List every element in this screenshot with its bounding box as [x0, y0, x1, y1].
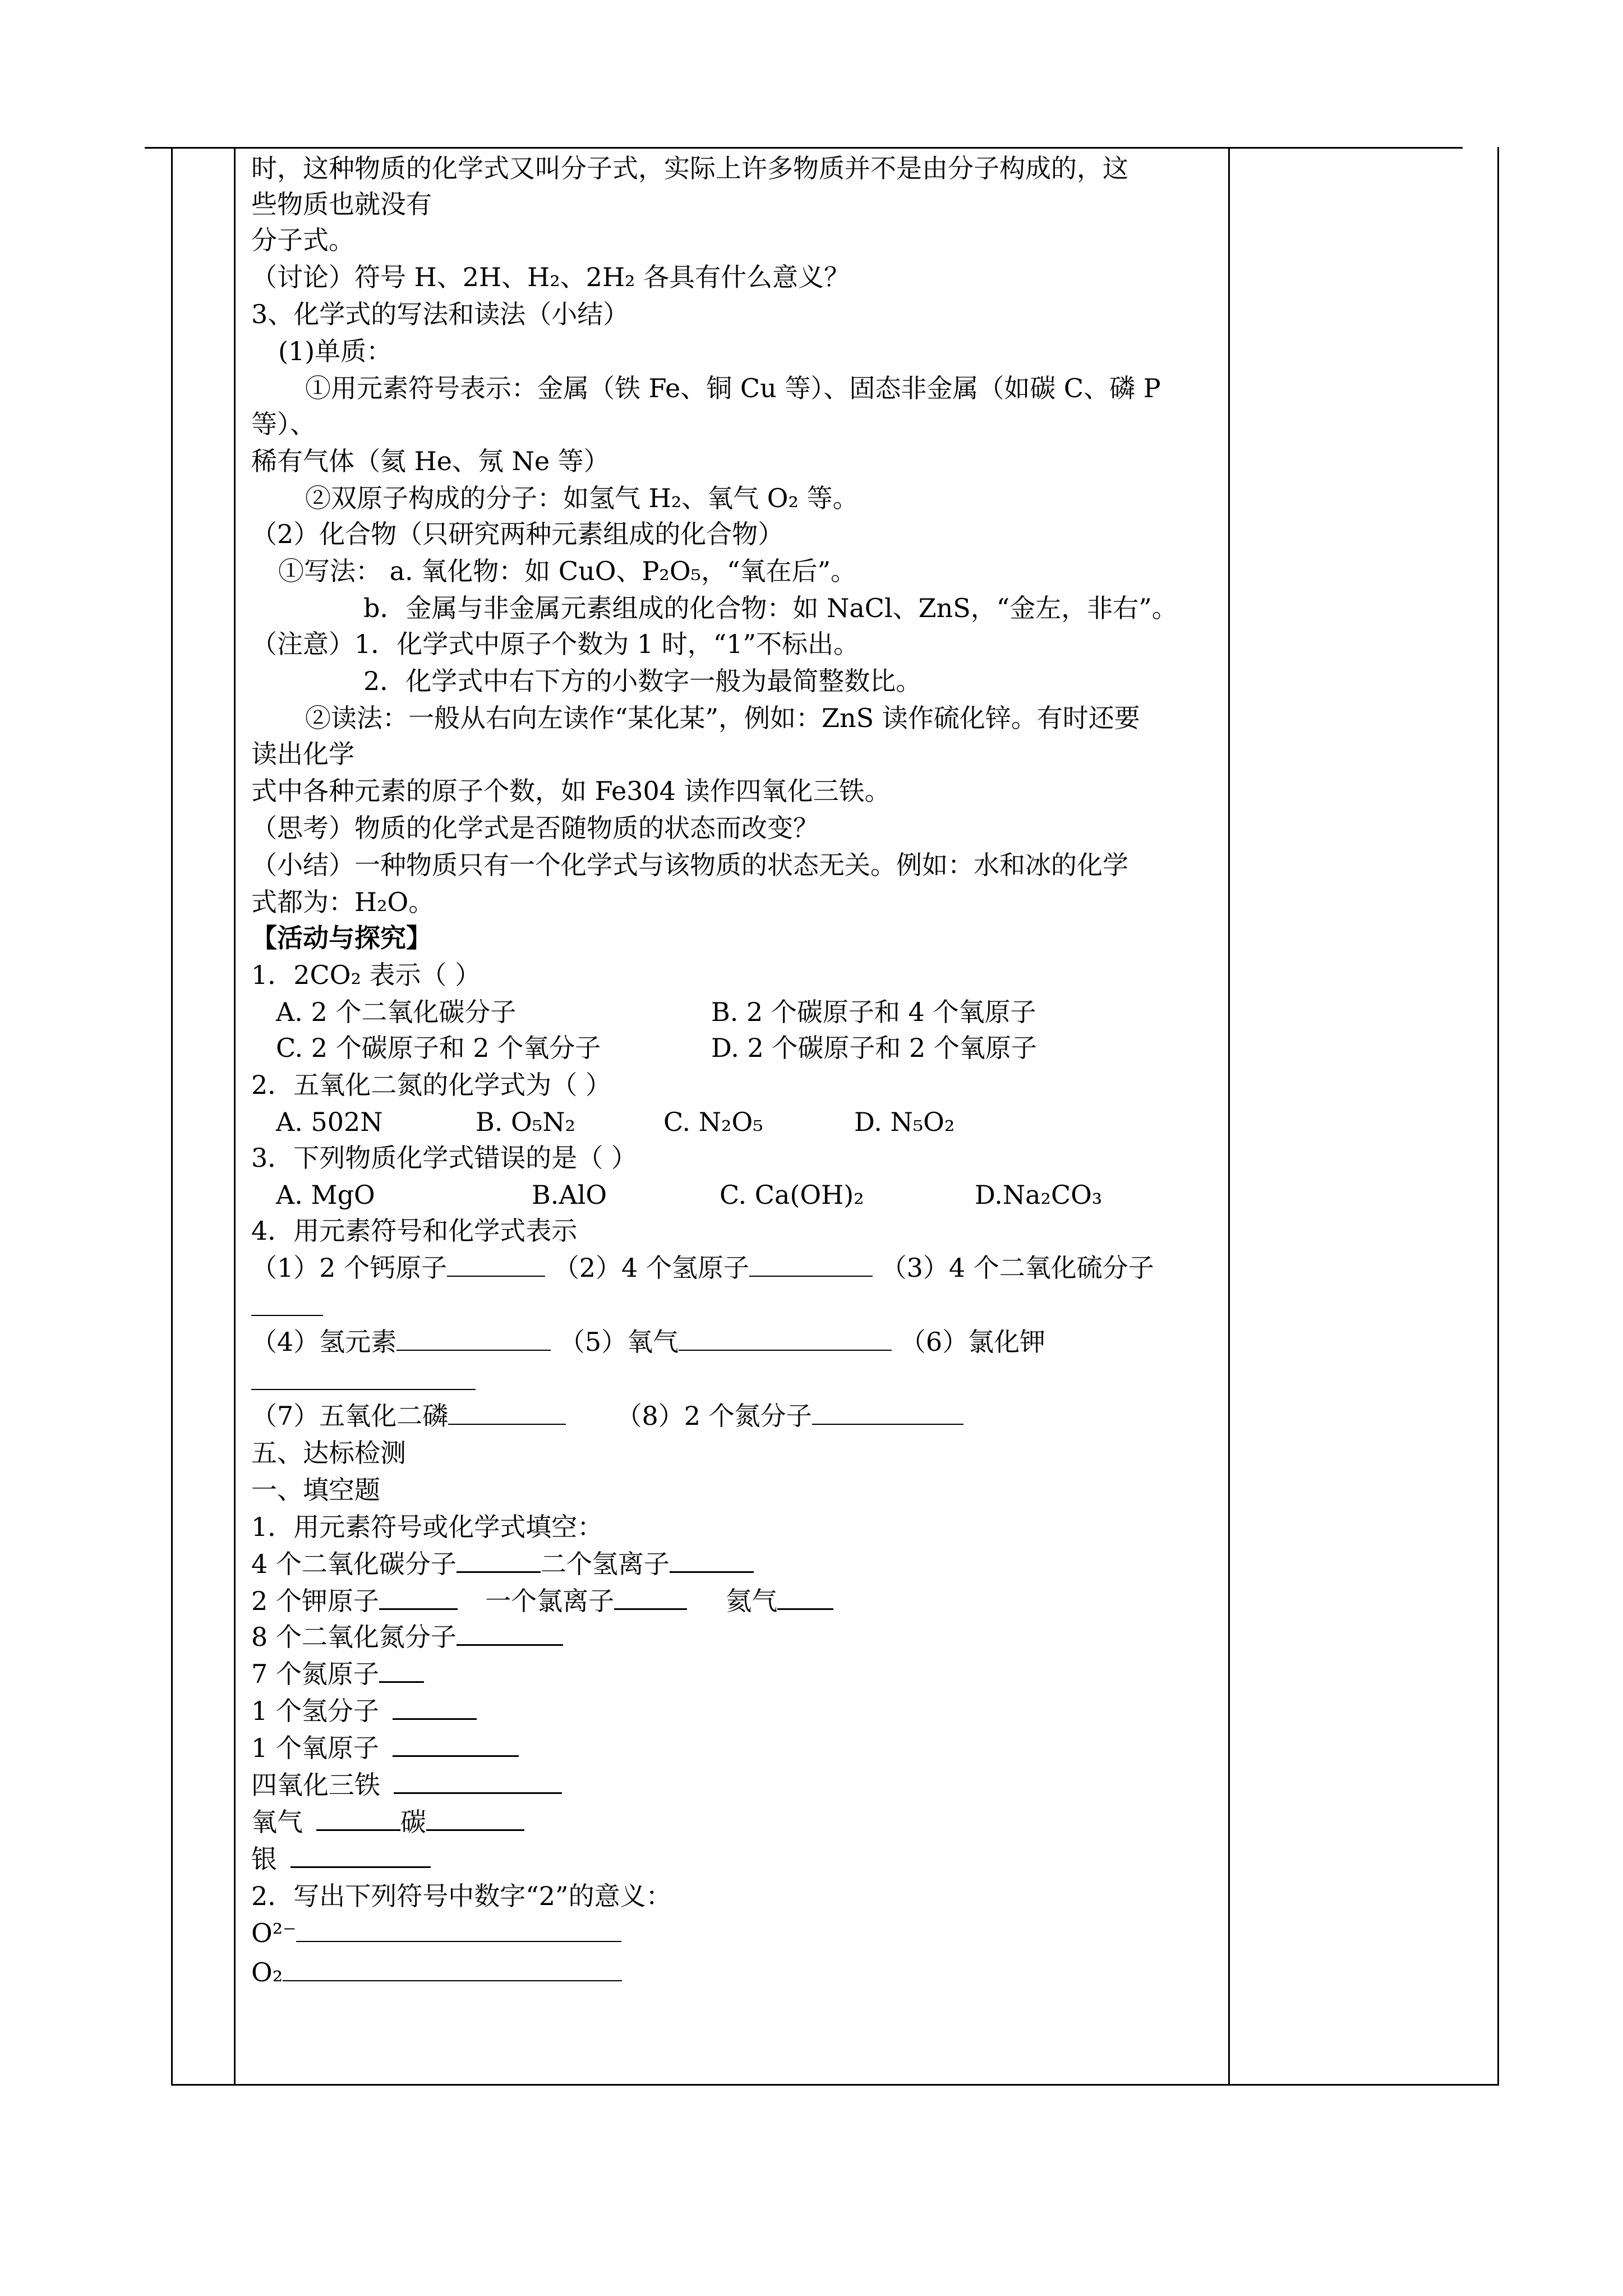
text-line: 分子式。 [251, 225, 354, 255]
q3-option-b: B.AlO [532, 1180, 607, 1210]
thinking-line: （思考）物质的化学式是否随物质的状态而改变？ [251, 813, 819, 843]
answer-blank[interactable] [777, 1586, 833, 1610]
answer-blank[interactable] [679, 1327, 892, 1351]
text-line: ②双原子构成的分子：如氢气 H₂、氧气 O₂ 等。 [305, 483, 859, 513]
fill-item: 二个氢离子 [540, 1549, 670, 1579]
discussion-line: （讨论）符号 H、2H、H₂、2H₂ 各具有什么意义？ [251, 262, 850, 292]
fill-row [251, 1732, 519, 1764]
q4-row-3 [251, 1400, 963, 1432]
fill-item: 1 个氧原子 [251, 1733, 379, 1763]
answer-blank[interactable] [749, 1253, 873, 1277]
answer-blank[interactable] [448, 1401, 566, 1425]
fill-row [251, 1769, 562, 1801]
summary-line: （小结）一种物质只有一个化学式与该物质的状态无关。例如：水和冰的化学 [251, 850, 1128, 880]
text-line: 些物质也就没有 [251, 189, 432, 219]
section-heading: 3、化学式的写法和读法（小结） [251, 299, 629, 329]
answer-blank[interactable] [447, 1253, 545, 1277]
fill-row [251, 1548, 754, 1580]
q2-option-d: D. N₅O₂ [854, 1107, 955, 1137]
note-line: （注意）1．化学式中原子个数为 1 时，“1”不标出。 [251, 629, 860, 659]
text-line: (1)单质： [278, 336, 393, 366]
symbol: O²⁻ [251, 1918, 297, 1948]
q1-option-a: A. 2 个二氧化碳分子 [276, 997, 517, 1027]
fill-row [251, 1658, 424, 1690]
answer-blank[interactable] [457, 1549, 541, 1573]
fill-row [251, 1621, 563, 1653]
q4-row-1-cont [251, 1291, 323, 1323]
fill-item: 一个氯离子 [485, 1586, 615, 1616]
q4-item-8: （8）2 个氮分子 [616, 1401, 812, 1431]
answer-blank[interactable] [251, 1292, 323, 1316]
answer-blank[interactable] [394, 1770, 562, 1794]
table-border-left [171, 147, 173, 2085]
question-line: 2．写出下列符号中数字“2”的意义： [251, 1881, 672, 1911]
answer-blank[interactable] [296, 1918, 621, 1942]
fill-item: 4 个二氧化碳分子 [251, 1549, 457, 1579]
q4-item-7: （7）五氧化二磷 [251, 1401, 449, 1431]
answer-blank[interactable] [670, 1549, 754, 1573]
question-2: 2．五氧化二氮的化学式为（ ） [251, 1070, 611, 1100]
question-line: 1．用元素符号或化学式填空： [251, 1512, 603, 1542]
q4-item-6: （6）氯化钾 [900, 1327, 1046, 1357]
fill-row [251, 1806, 524, 1838]
table-bottom-border [171, 2084, 1499, 2086]
q2-option-c: C. N₂O₅ [663, 1107, 763, 1137]
fill-row [251, 1585, 833, 1617]
q4-item-4: （4）氢元素 [251, 1327, 397, 1357]
answer-blank[interactable] [614, 1586, 687, 1610]
summary-line: 式都为：H₂O。 [251, 887, 435, 917]
q4-item-3: （3）4 个二氧化硫分子 [880, 1253, 1154, 1283]
text-line: （2）化合物（只研究两种元素组成的化合物） [251, 519, 784, 549]
question-4: 4．用元素符号和化学式表示 [251, 1216, 578, 1246]
text-line: b．金属与非金属元素组成的化合物：如 NaCl、ZnS，“金左，非右”。 [363, 593, 1178, 623]
q3-option-c: C. Ca(OH)₂ [720, 1180, 864, 1210]
q1-option-d: D. 2 个碳原子和 2 个氧原子 [711, 1033, 1037, 1063]
text-line: ①写法： a. 氧化物：如 CuO、P₂O₅，“氧在后”。 [278, 556, 857, 586]
fill-item: 2 个钾原子 [251, 1586, 379, 1616]
text-line: 读出化学 [251, 739, 354, 769]
answer-blank[interactable] [396, 1327, 551, 1351]
section-heading: 五、达标检测 [251, 1438, 406, 1468]
answer-blank[interactable] [291, 1844, 431, 1868]
q1-option-b: B. 2 个碳原子和 4 个氧原子 [711, 997, 1036, 1027]
text-line: 时，这种物质的化学式又叫分子式，实际上许多物质并不是由分子构成的，这 [251, 153, 1128, 183]
question-3: 3．下列物质化学式错误的是（ ） [251, 1143, 637, 1173]
answer-blank[interactable] [393, 1733, 519, 1757]
fill-row [251, 1843, 431, 1875]
q3-option-a: A. MgO [276, 1180, 375, 1210]
fill-item: 7 个氮原子 [251, 1659, 379, 1689]
text-line: 式中各种元素的原子个数，如 Fe304 读作四氧化三铁。 [251, 776, 891, 806]
text-line: 等）、 [251, 409, 316, 439]
q4-row-2-cont [251, 1365, 476, 1397]
fill-row [251, 1695, 477, 1727]
q1-option-c: C. 2 个碳原子和 2 个氧分子 [276, 1033, 601, 1063]
fill-item: 银 [251, 1844, 277, 1874]
q4-row-1 [251, 1252, 1154, 1283]
answer-blank[interactable] [379, 1659, 424, 1683]
table-divider-1 [234, 147, 236, 2085]
table-border-right [1497, 147, 1499, 2085]
fill-row [251, 1957, 622, 1988]
fill-item: 碳 [400, 1807, 426, 1837]
q4-row-2 [251, 1326, 1045, 1358]
answer-blank[interactable] [251, 1366, 476, 1390]
fill-item: 四氧化三铁 [251, 1770, 380, 1800]
q4-item-5: （5）氧气 [559, 1327, 679, 1357]
symbol: O₂ [251, 1957, 283, 1987]
header-rule [145, 147, 1463, 149]
q4-item-1: （1）2 个钙原子 [251, 1253, 448, 1283]
answer-blank[interactable] [316, 1807, 400, 1831]
text-line: ①用元素符号表示：金属（铁 Fe、铜 Cu 等）、固态非金属（如碳 C、磷 P [305, 373, 1161, 403]
fill-item: 1 个氢分子 [251, 1696, 379, 1726]
section-heading: 一、填空题 [251, 1475, 380, 1505]
text-line: 稀有气体（氦 He、氖 Ne 等） [251, 446, 610, 476]
q4-item-2: （2）4 个氢原子 [553, 1253, 749, 1283]
answer-blank[interactable] [393, 1696, 477, 1720]
fill-item: 氦气 [726, 1586, 778, 1616]
text-line: ②读法：一般从右向左读作“某化某”，例如：ZnS 读作硫化锌。有时还要 [305, 703, 1140, 733]
answer-blank[interactable] [812, 1401, 963, 1425]
fill-item: 8 个二氧化氮分子 [251, 1622, 457, 1652]
q2-option-a: A. 502N [276, 1107, 383, 1137]
fill-row [251, 1917, 621, 1949]
activity-heading: 【活动与探究】 [251, 923, 432, 953]
answer-blank[interactable] [379, 1586, 458, 1610]
fill-item: 氧气 [251, 1807, 303, 1837]
answer-blank[interactable] [426, 1807, 524, 1831]
answer-blank[interactable] [283, 1958, 622, 1981]
question-1: 1．2CO₂ 表示（ ） [251, 960, 481, 990]
answer-blank[interactable] [457, 1622, 563, 1646]
table-divider-2 [1228, 147, 1230, 2085]
q3-option-d: D.Na₂CO₃ [975, 1180, 1103, 1210]
q2-option-b: B. O₅N₂ [476, 1107, 575, 1137]
note-line: 2．化学式中右下方的小数字一般为最简整数比。 [363, 666, 922, 696]
